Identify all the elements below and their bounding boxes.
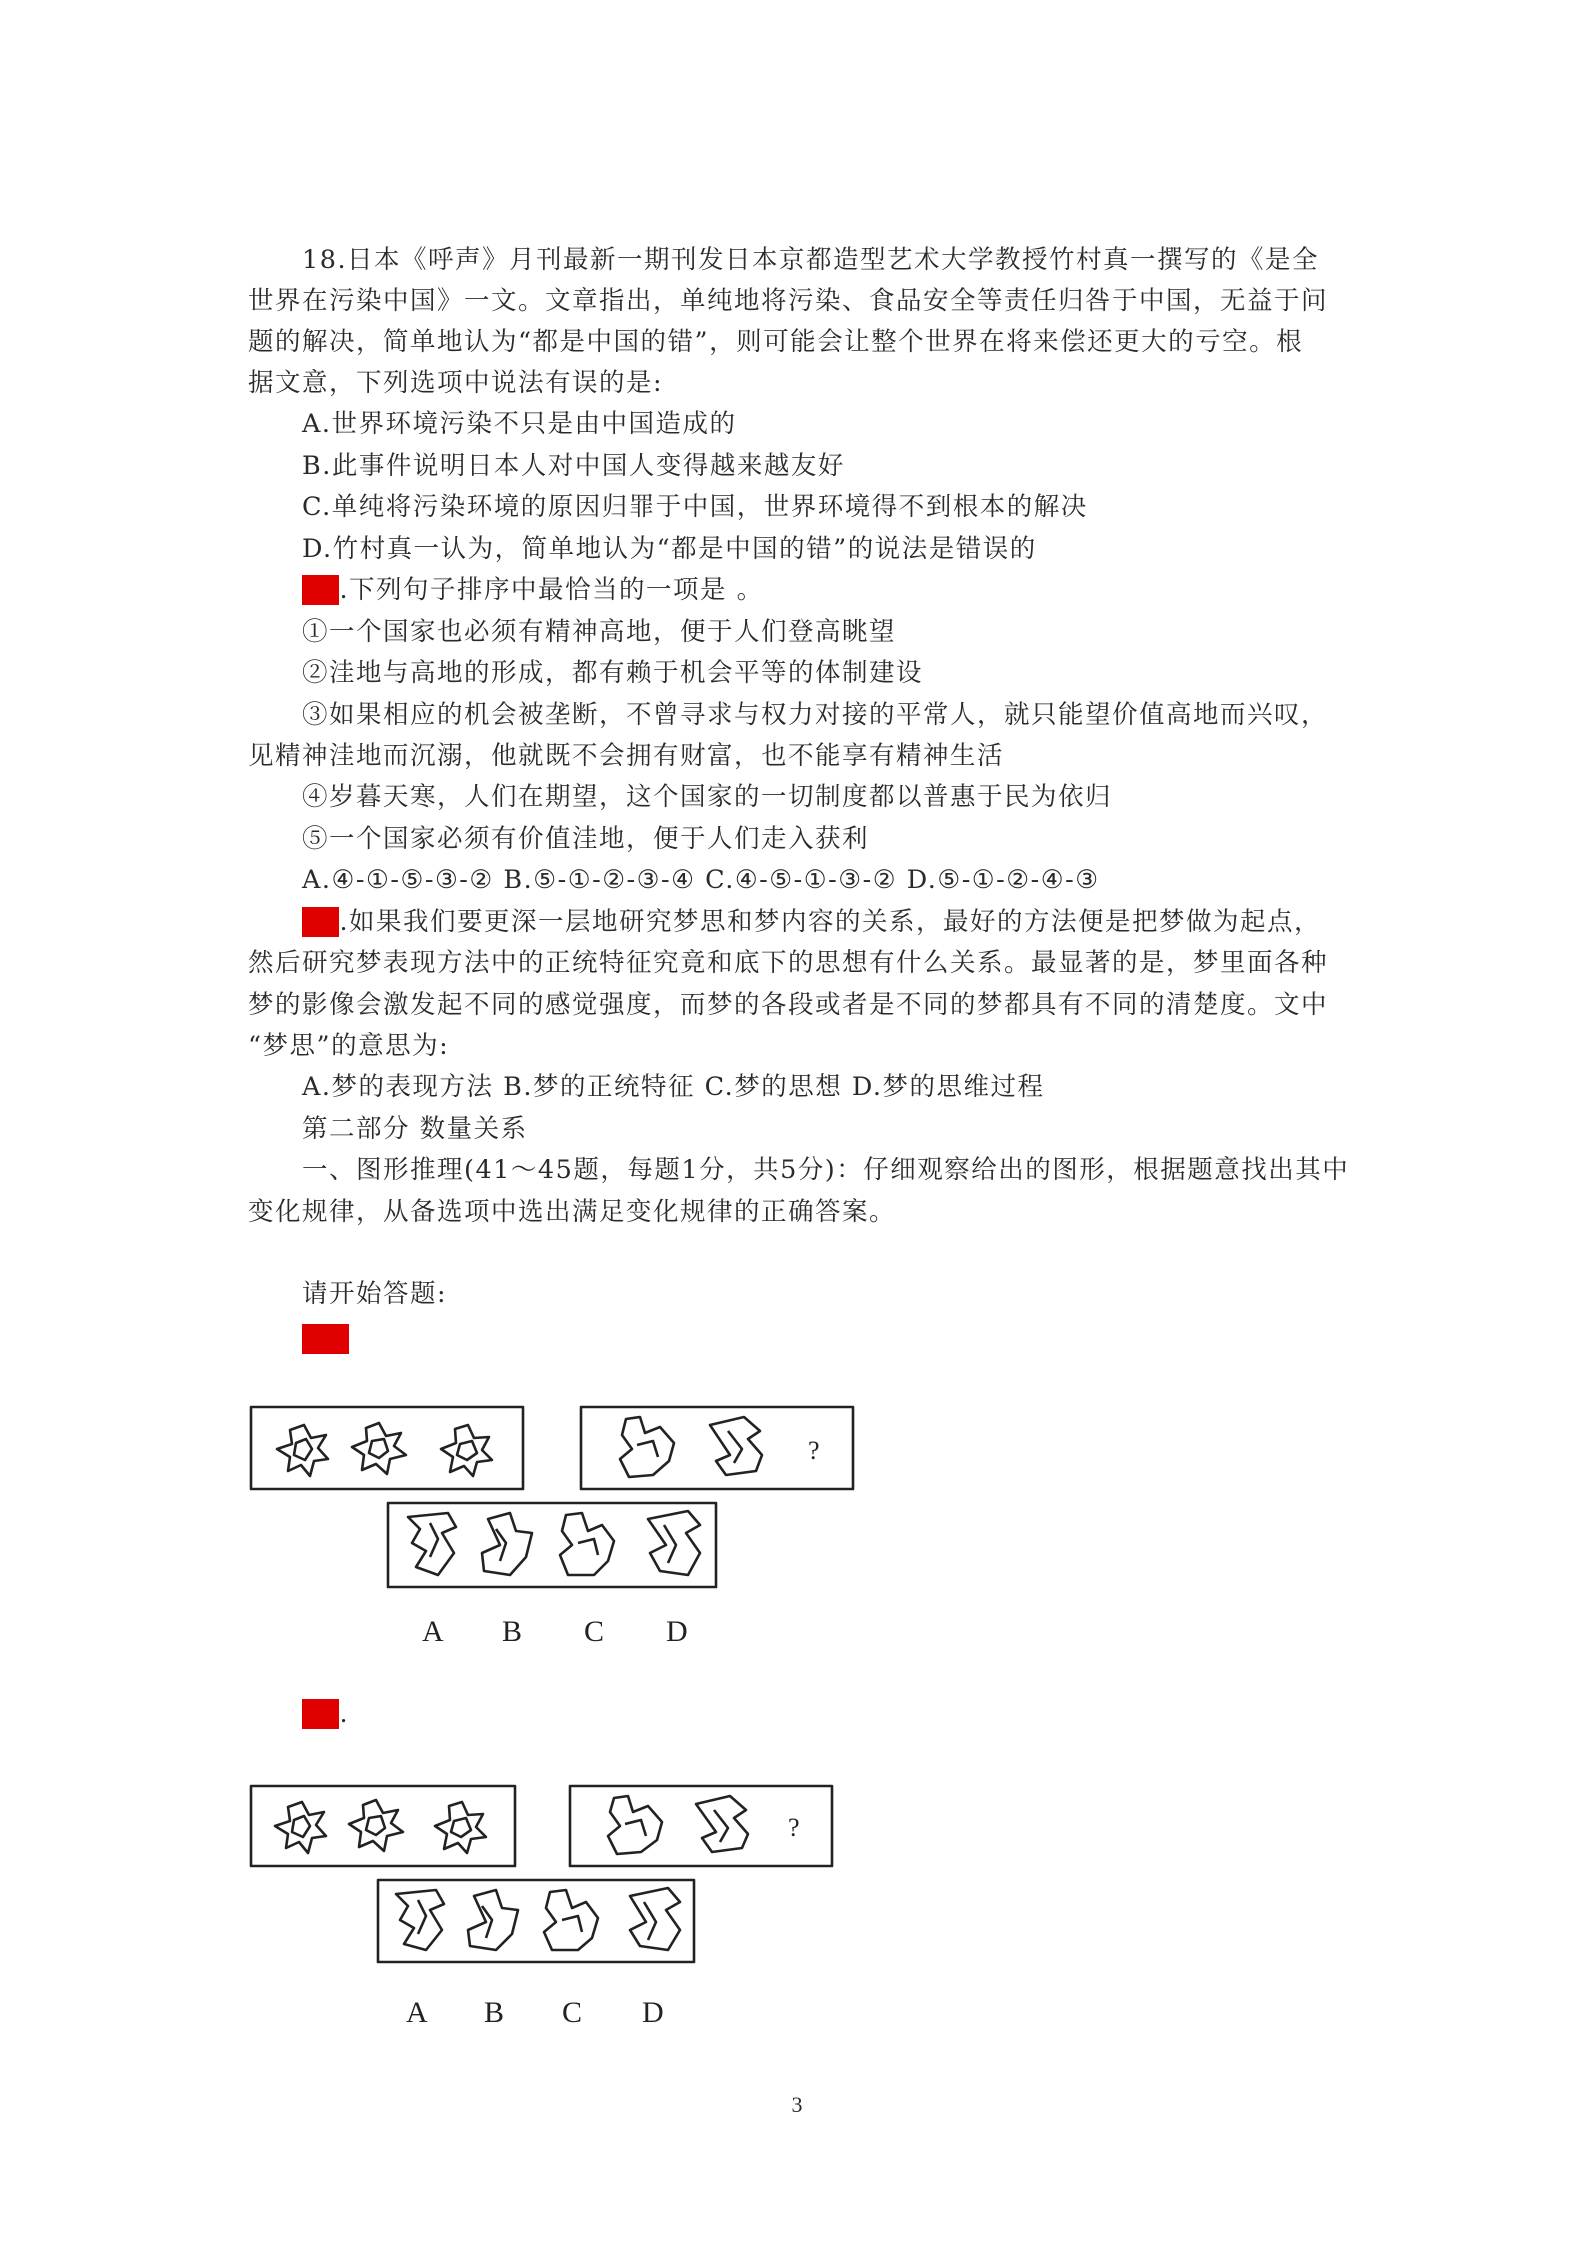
q42-option-c: [544, 1890, 598, 1950]
q42-letter-a: A: [406, 1996, 428, 2029]
q41-letter-d: D: [666, 1615, 688, 1648]
q41-shape-2: [710, 1417, 762, 1475]
q20-options: A.梦的表现方法 B.梦的正统特征 C.梦的思想 D.梦的思维过程: [302, 1072, 1045, 1102]
q18-option-d: D.竹村真一认为，简单地认为“都是中国的错”的说法是错误的: [302, 534, 1037, 564]
q41-star-1: [277, 1425, 328, 1476]
q41-option-a: [408, 1513, 456, 1575]
q42-option-a: [396, 1890, 444, 1950]
part2-desc-2: 变化规律，从备选项中选出满足变化规律的正确答案。: [248, 1197, 897, 1227]
q41-option-b: [482, 1513, 532, 1575]
q41-letter-b: B: [502, 1615, 523, 1648]
q19-item-1: ①一个国家也必须有精神高地，便于人们登高眺望: [302, 617, 897, 647]
q19-item-5: ⑤一个国家必须有价值洼地，便于人们走入获利: [302, 824, 870, 854]
q41-option-c: [560, 1513, 614, 1575]
q20-number: 20: [303, 907, 339, 937]
q18-line-3: 题的解决，简单地认为“都是中国的错”，则可能会让整个世界在将来偿还更大的亏空。根: [248, 327, 1304, 357]
q41-letter-c: C: [584, 1615, 605, 1648]
q41-option-d: [648, 1511, 700, 1575]
q42-option-d: [630, 1888, 680, 1950]
q41-shape-1: [620, 1417, 674, 1477]
q41-star-3: [441, 1425, 492, 1476]
q42-letter-d: D: [642, 1996, 664, 2029]
q41-question-mark: ?: [808, 1436, 820, 1465]
q42-shape-1: [608, 1796, 662, 1854]
q19-stem-line: [302, 573, 764, 607]
q41-star-2: [352, 1423, 406, 1474]
part2-desc-1: 一、图形推理(41～45题，每题1分，共5分)：仔细观察给出的图形，根据题意找出其中: [302, 1155, 1350, 1185]
q42-figure: [248, 1784, 848, 2029]
q18-option-c: C.单纯将污染环境的原因归罪于中国，世界环境得不到根本的解决: [302, 492, 1088, 522]
q19-options: A.④-①-⑤-③-② B.⑤-①-②-③-④ C.④-⑤-①-③-② D.⑤-①-②-④-③: [302, 865, 1100, 895]
q42-star-2: [349, 1800, 403, 1851]
q19-item-3-cont: 见精神洼地而沉溺，他就既不会拥有财富，也不能享有精神生活: [248, 741, 1005, 771]
q18-option-a: A.世界环境污染不只是由中国造成的: [302, 409, 737, 439]
q41-label: [302, 1322, 349, 1356]
q19-item-3: ③如果相应的机会被垄断，不曾寻求与权力对接的平常人，就只能望价值高地而兴叹，: [302, 700, 1329, 730]
start-prompt: 请开始答题:: [302, 1279, 448, 1309]
q42-letter-b: B: [484, 1996, 505, 2029]
q20-line-3: 梦的影像会激发起不同的感觉强度，而梦的各段或者是不同的梦都具有不同的清楚度。文中: [248, 990, 1329, 1020]
q42-number: 42: [303, 1699, 339, 1729]
q18-line-1: 18.日本《呼声》月刊最新一期刊发日本京都造型艺术大学教授竹村真一撰写的《是全: [302, 245, 1320, 275]
q41-number: 41.: [303, 1324, 349, 1354]
q42-shape-2: [696, 1796, 748, 1852]
q42-option-b: [468, 1890, 518, 1950]
q18-option-b: B.此事件说明日本人对中国人变得越来越友好: [302, 451, 845, 481]
q41-figure-svg: [248, 1405, 868, 1655]
q19-item-2: ②洼地与高地的形成，都有赖于机会平等的体制建设: [302, 658, 924, 688]
q18-line-2: 世界在污染中国》一文。文章指出，单纯地将污染、食品安全等责任归咎于中国，无益于问: [248, 286, 1329, 316]
q42-question-mark: ?: [788, 1813, 800, 1842]
q20-line-1: [302, 905, 1321, 939]
q42-letter-c: C: [562, 1996, 583, 2029]
page-number: 3: [791, 2092, 803, 2117]
q19-number: 19: [303, 575, 339, 605]
q41-letter-a: A: [422, 1615, 444, 1648]
q42-star-1: [275, 1802, 326, 1853]
q42-star-3: [435, 1802, 486, 1853]
q20-text-1: .如果我们要更深一层地研究梦思和梦内容的关系，最好的方法便是把梦做为起点，: [339, 907, 1322, 937]
q42-figure-svg: [248, 1784, 848, 2029]
q19-item-4: ④岁暮天寒，人们在期望，这个国家的一切制度都以普惠于民为依归: [302, 782, 1113, 812]
q41-figure: [248, 1405, 868, 1655]
part2-title: 第二部分 数量关系: [302, 1114, 528, 1144]
q19-stem: .下列句子排序中最恰当的一项是 。: [339, 575, 764, 605]
q42-suffix: .: [339, 1699, 350, 1729]
q18-line-4: 据文意，下列选项中说法有误的是:: [248, 368, 664, 398]
q20-line-4: “梦思”的意思为:: [248, 1031, 450, 1061]
q42-label: [302, 1697, 349, 1731]
q20-line-2: 然后研究梦表现方法中的正统特征究竟和底下的思想有什么关系。最显著的是，梦里面各种: [248, 948, 1329, 978]
